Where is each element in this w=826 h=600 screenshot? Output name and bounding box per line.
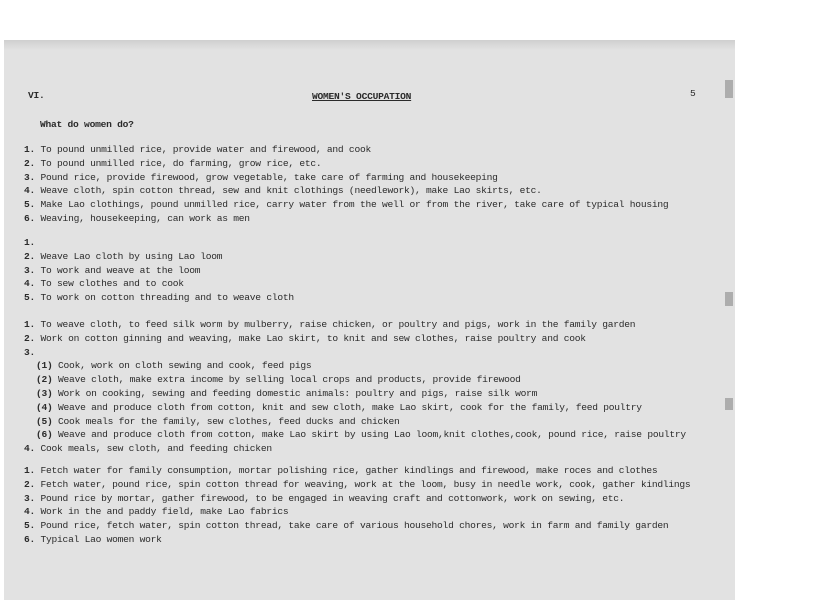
list-item-text: Typical Lao women work bbox=[40, 533, 162, 545]
list-item-text: To pound unmilled rice, do farming, grow rice, etc. bbox=[40, 157, 322, 169]
list-item-text: Weave and produce cloth from cotton, knit and sew cloth, make Lao skirt, cook for the family, feed poultry bbox=[58, 401, 642, 413]
list-item bbox=[24, 492, 690, 506]
answer-group-4 bbox=[24, 464, 690, 547]
list-item-number: 4. bbox=[24, 185, 36, 197]
list-item bbox=[24, 442, 686, 456]
sub-list-item bbox=[24, 359, 686, 373]
page-number: 5 bbox=[690, 88, 696, 99]
list-item-text: Weaving, housekeeping, can work as men bbox=[40, 212, 250, 224]
list-item-number: 1. bbox=[24, 237, 36, 248]
sub-list-item bbox=[24, 428, 686, 442]
list-item-number: 5. bbox=[24, 292, 36, 304]
list-item bbox=[24, 533, 690, 547]
list-item-text: Weave cloth, make extra income by selling local crops and products, provide firewood bbox=[58, 374, 521, 386]
list-item bbox=[24, 184, 668, 198]
list-item-number: 3. bbox=[24, 492, 36, 504]
list-item-number: 4. bbox=[24, 506, 36, 518]
list-item bbox=[24, 171, 668, 185]
list-item bbox=[24, 318, 686, 332]
question-heading: What do women do? bbox=[40, 119, 134, 130]
list-item-number: 3. bbox=[24, 264, 36, 276]
list-item bbox=[24, 212, 668, 226]
list-item-number: (4) bbox=[36, 401, 53, 413]
list-item-number: 2. bbox=[24, 250, 36, 262]
list-item-number: 1. bbox=[24, 144, 36, 155]
list-item-number: (1) bbox=[36, 360, 53, 372]
list-item-text: Cook meals for the family, sew clothes, feed ducks and chicken bbox=[58, 415, 400, 427]
list-item bbox=[24, 519, 690, 533]
list-item bbox=[24, 346, 686, 360]
list-item bbox=[24, 291, 294, 305]
list-item-text: To work and weave at the loom bbox=[40, 264, 201, 276]
list-item-number: (5) bbox=[36, 415, 53, 427]
sub-list-item bbox=[24, 387, 686, 401]
sub-list-item bbox=[24, 401, 686, 415]
list-item-text: Make Lao clothings, pound unmilled rice, carry water from the well or from the river, take care of typical housing bbox=[40, 199, 669, 211]
list-item-number: (6) bbox=[36, 429, 53, 441]
list-item bbox=[24, 478, 690, 492]
typewritten-document bbox=[4, 40, 735, 600]
list-item-number: (2) bbox=[36, 374, 53, 386]
list-item-text: Fetch water, pound rice, spin cotton thread for weaving, work at the loom, busy in needle work, cook, gather kindlings bbox=[40, 478, 691, 490]
list-item-number: 5. bbox=[24, 520, 36, 532]
list-item-number: 4. bbox=[24, 278, 36, 290]
list-item-text: Weave Lao cloth by using Lao loom bbox=[40, 250, 223, 262]
list-item-text: Weave cloth, spin cotton thread, sew and knit clothings (needlework), make Lao skirts, etc. bbox=[40, 185, 542, 197]
answer-group-3 bbox=[24, 318, 686, 456]
list-item-text: Weave and produce cloth from cotton, make Lao skirt by using Lao loom,knit clothes,cook, pound rice, raise poultry bbox=[58, 429, 686, 441]
scanned-page bbox=[4, 40, 735, 600]
list-item bbox=[24, 264, 294, 278]
list-item-text: To pound unmilled rice, provide water and firewood, and cook bbox=[40, 144, 371, 155]
list-item-number: 3. bbox=[24, 346, 36, 358]
list-item-number: 6. bbox=[24, 533, 36, 545]
list-item-text: Pound rice by mortar, gather firewood, to be engaged in weaving craft and cottonwork, work on sewing, etc. bbox=[40, 492, 625, 504]
list-item-text: Cook, work on cloth sewing and cook, feed pigs bbox=[58, 360, 312, 372]
list-item bbox=[24, 277, 294, 291]
list-item-number: 3. bbox=[24, 171, 36, 183]
list-item-text: Pound rice, fetch water, spin cotton thread, take care of various household chores, work in farm and family garden bbox=[40, 520, 669, 532]
list-item-number: 1. bbox=[24, 319, 36, 330]
list-item-text: Cook meals, sew cloth, and feeding chicken bbox=[40, 443, 272, 455]
list-item-text: To weave cloth, to feed silk worm by mulberry, raise chicken, or poultry and pigs, work in the family garden bbox=[40, 319, 636, 330]
list-item-text: To sew clothes and to cook bbox=[40, 278, 184, 290]
list-item-text: Work on cooking, sewing and feeding domestic animals: poultry and pigs, raise silk worm bbox=[58, 387, 538, 399]
list-item bbox=[24, 157, 668, 171]
answer-group-2 bbox=[24, 236, 294, 305]
list-item-number: 4. bbox=[24, 443, 36, 455]
list-item bbox=[24, 332, 686, 346]
list-item-number: 2. bbox=[24, 157, 36, 169]
list-item bbox=[24, 236, 294, 250]
section-number: VI. bbox=[28, 90, 45, 101]
answer-group-1 bbox=[24, 143, 668, 226]
list-item-text: Work on cotton ginning and weaving, make Lao skirt, to knit and sew clothes, raise poultry and cook bbox=[40, 332, 586, 344]
list-item-text: To work on cotton threading and to weave cloth bbox=[40, 292, 294, 304]
list-item-number: 2. bbox=[24, 332, 36, 344]
sub-list-item bbox=[24, 373, 686, 387]
list-item bbox=[24, 143, 668, 157]
list-item bbox=[24, 250, 294, 264]
list-item-number: 1. bbox=[24, 465, 36, 476]
list-item bbox=[24, 505, 690, 519]
sub-list-item bbox=[24, 415, 686, 429]
list-item bbox=[24, 464, 690, 478]
list-item-number: (3) bbox=[36, 387, 53, 399]
list-item-number: 6. bbox=[24, 212, 36, 224]
list-item-number: 5. bbox=[24, 199, 36, 211]
list-item-text: Work in the and paddy field, make Lao fabrics bbox=[40, 506, 289, 518]
list-item-text: Pound rice, provide firewood, grow vegetable, take care of farming and housekeeping bbox=[40, 171, 498, 183]
list-item bbox=[24, 198, 668, 212]
list-item-number: 2. bbox=[24, 478, 36, 490]
list-item-text: Fetch water for family consumption, mortar polishing rice, gather kindlings and firewood, make roces and clothes bbox=[40, 465, 658, 476]
page-title: WOMEN'S OCCUPATION bbox=[312, 91, 412, 102]
